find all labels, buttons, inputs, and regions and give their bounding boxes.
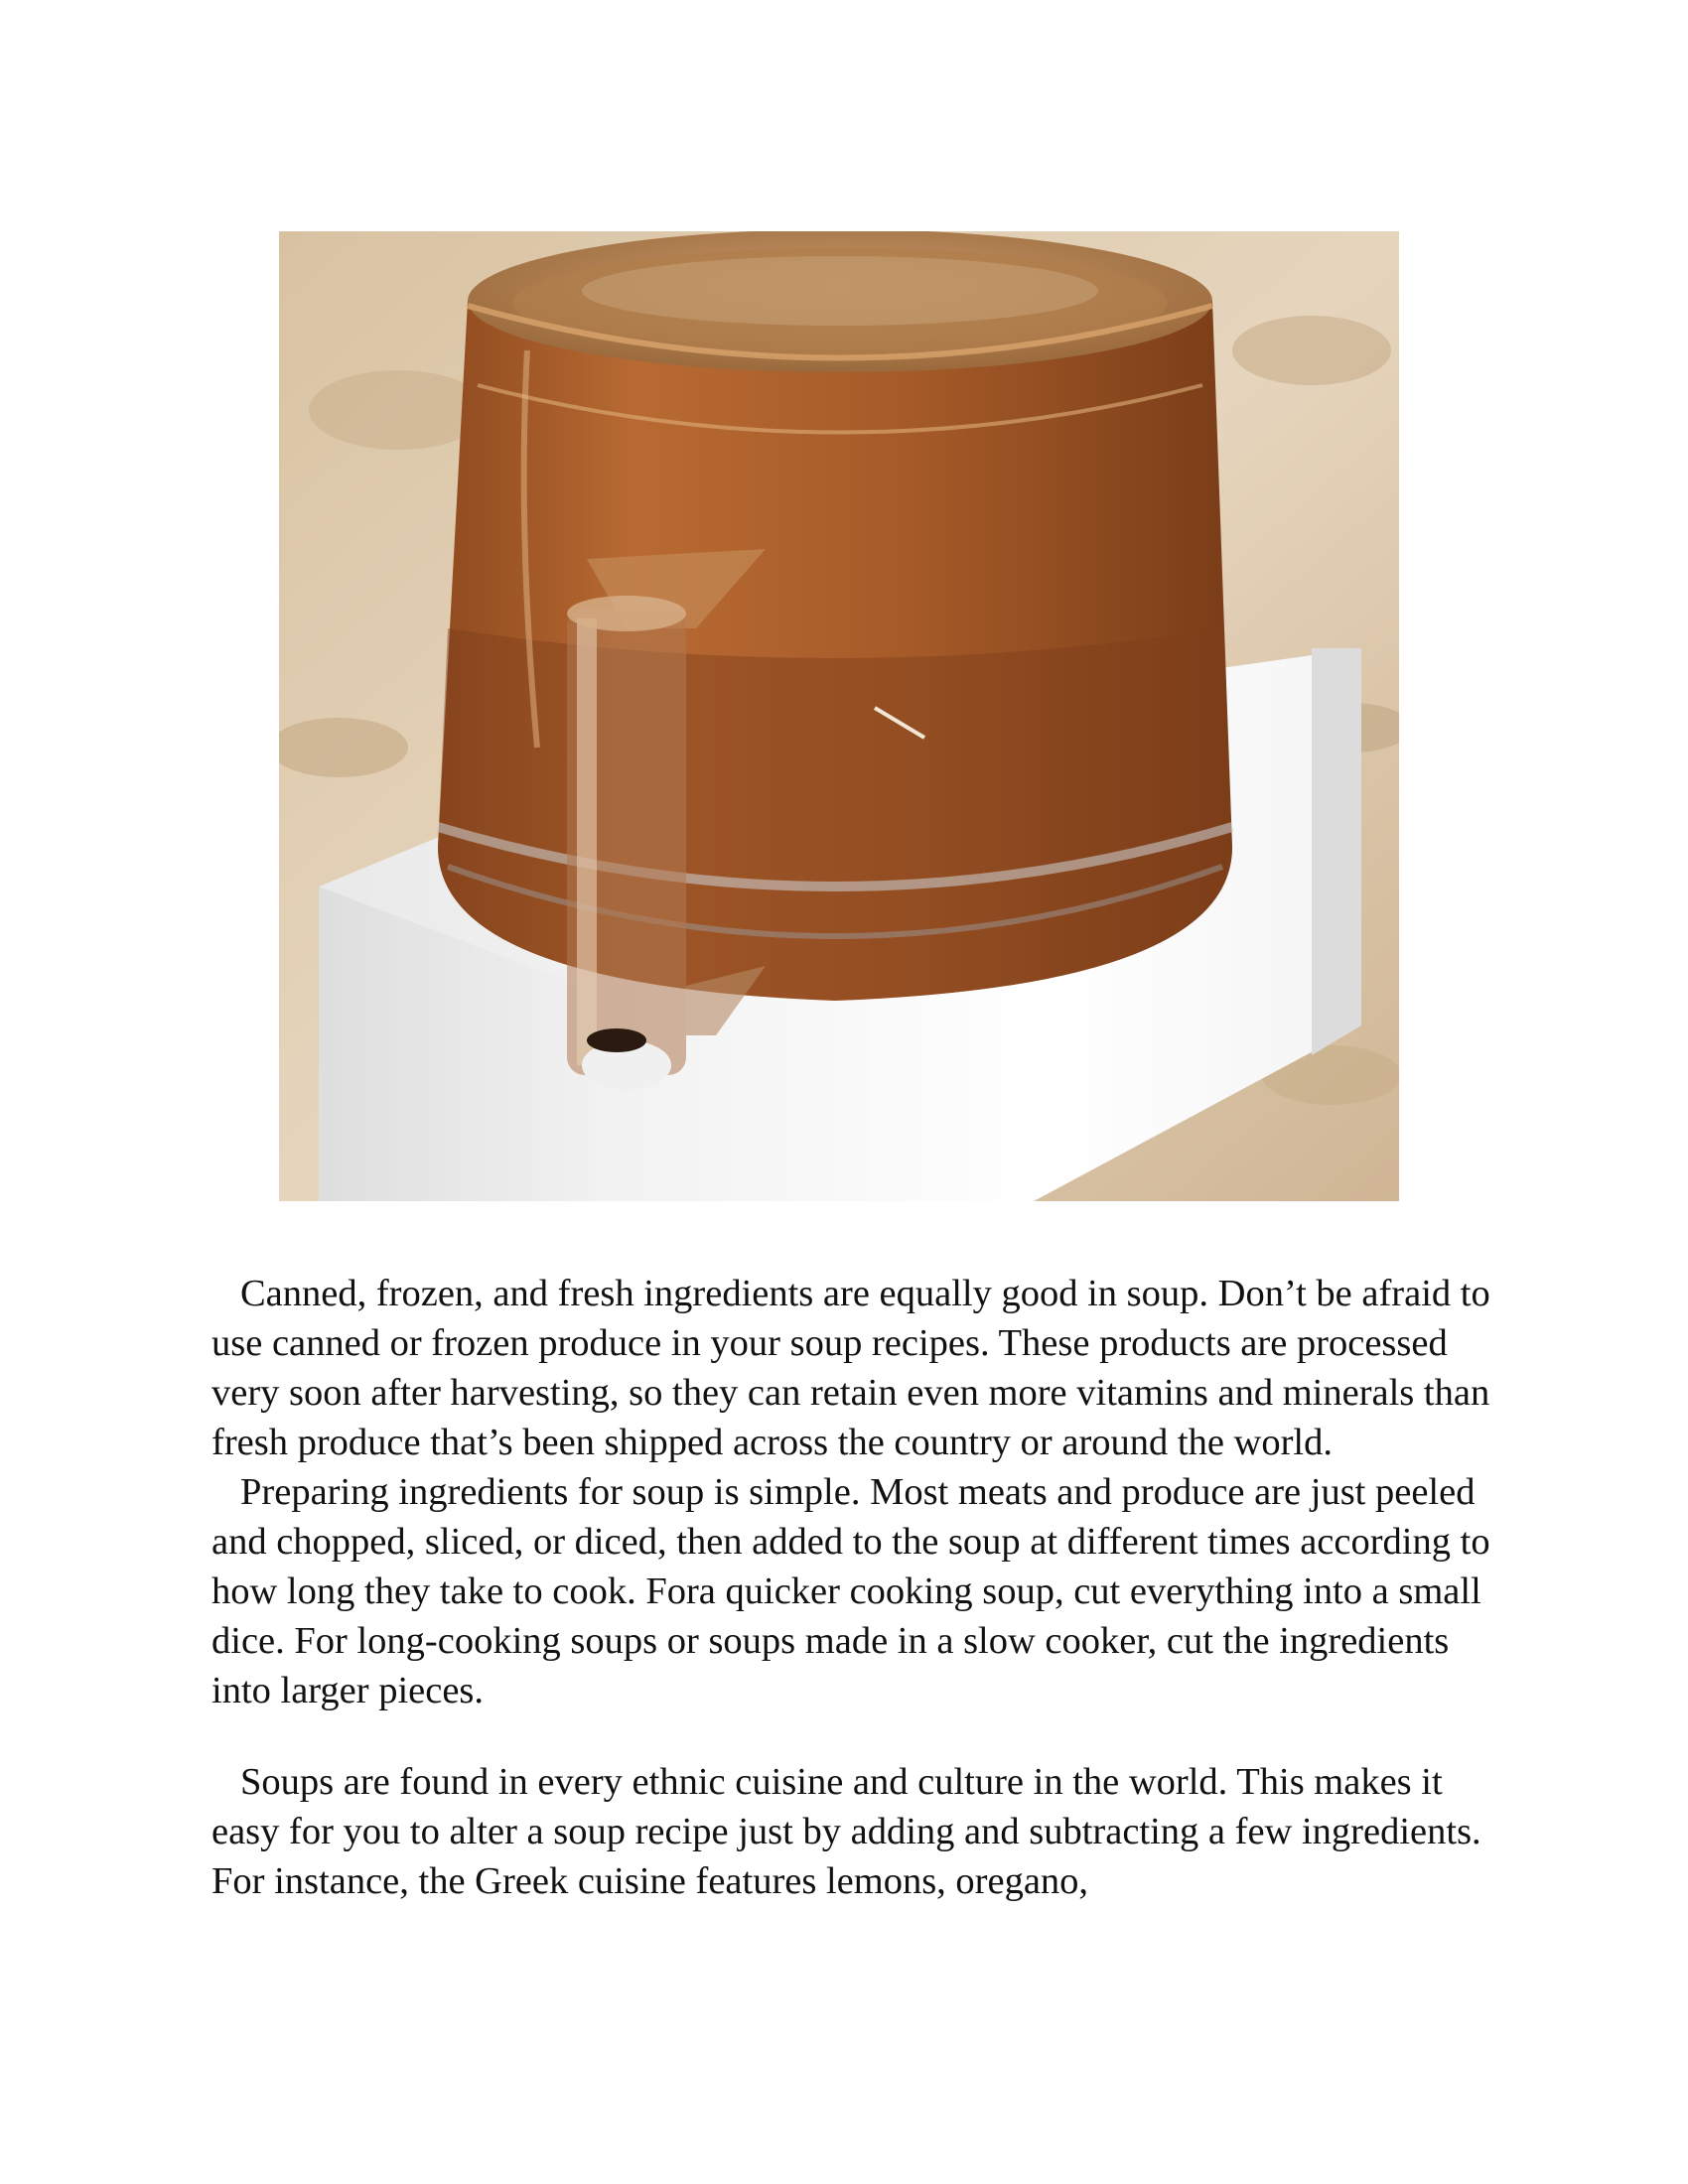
food-processor-soup-illustration — [279, 231, 1399, 1201]
food-processor-soup-photo — [279, 231, 1399, 1201]
paragraph: Soups are found in every ethnic cuisine and culture in the world. This makes it easy for you to alter a soup recipe just by adding and subtracting a few ingredients. For instance, the Greek cuisine features lemons, oregano, — [211, 1761, 1481, 1902]
paragraph: Canned, frozen, and fresh ingredients are equally good in soup. Don’t be afraid to use canned or frozen produce in your soup recipes. These products are processed very soon after harvesting, so they can retain even more vitamins and minerals than fresh produce that’s been shipped across the country or around the world. — [211, 1273, 1490, 1463]
body-text — [211, 1269, 1502, 1906]
paragraph: Preparing ingredients for soup is simple. Most meats and produce are just peeled and chopped, sliced, or diced, then added to the soup at different times according to how long they take to cook. Fora quicker cooking soup, cut everything into a small dice. For long-cooking soups or soups made in a slow cooker, cut the ingredients into larger pieces. — [211, 1471, 1490, 1711]
